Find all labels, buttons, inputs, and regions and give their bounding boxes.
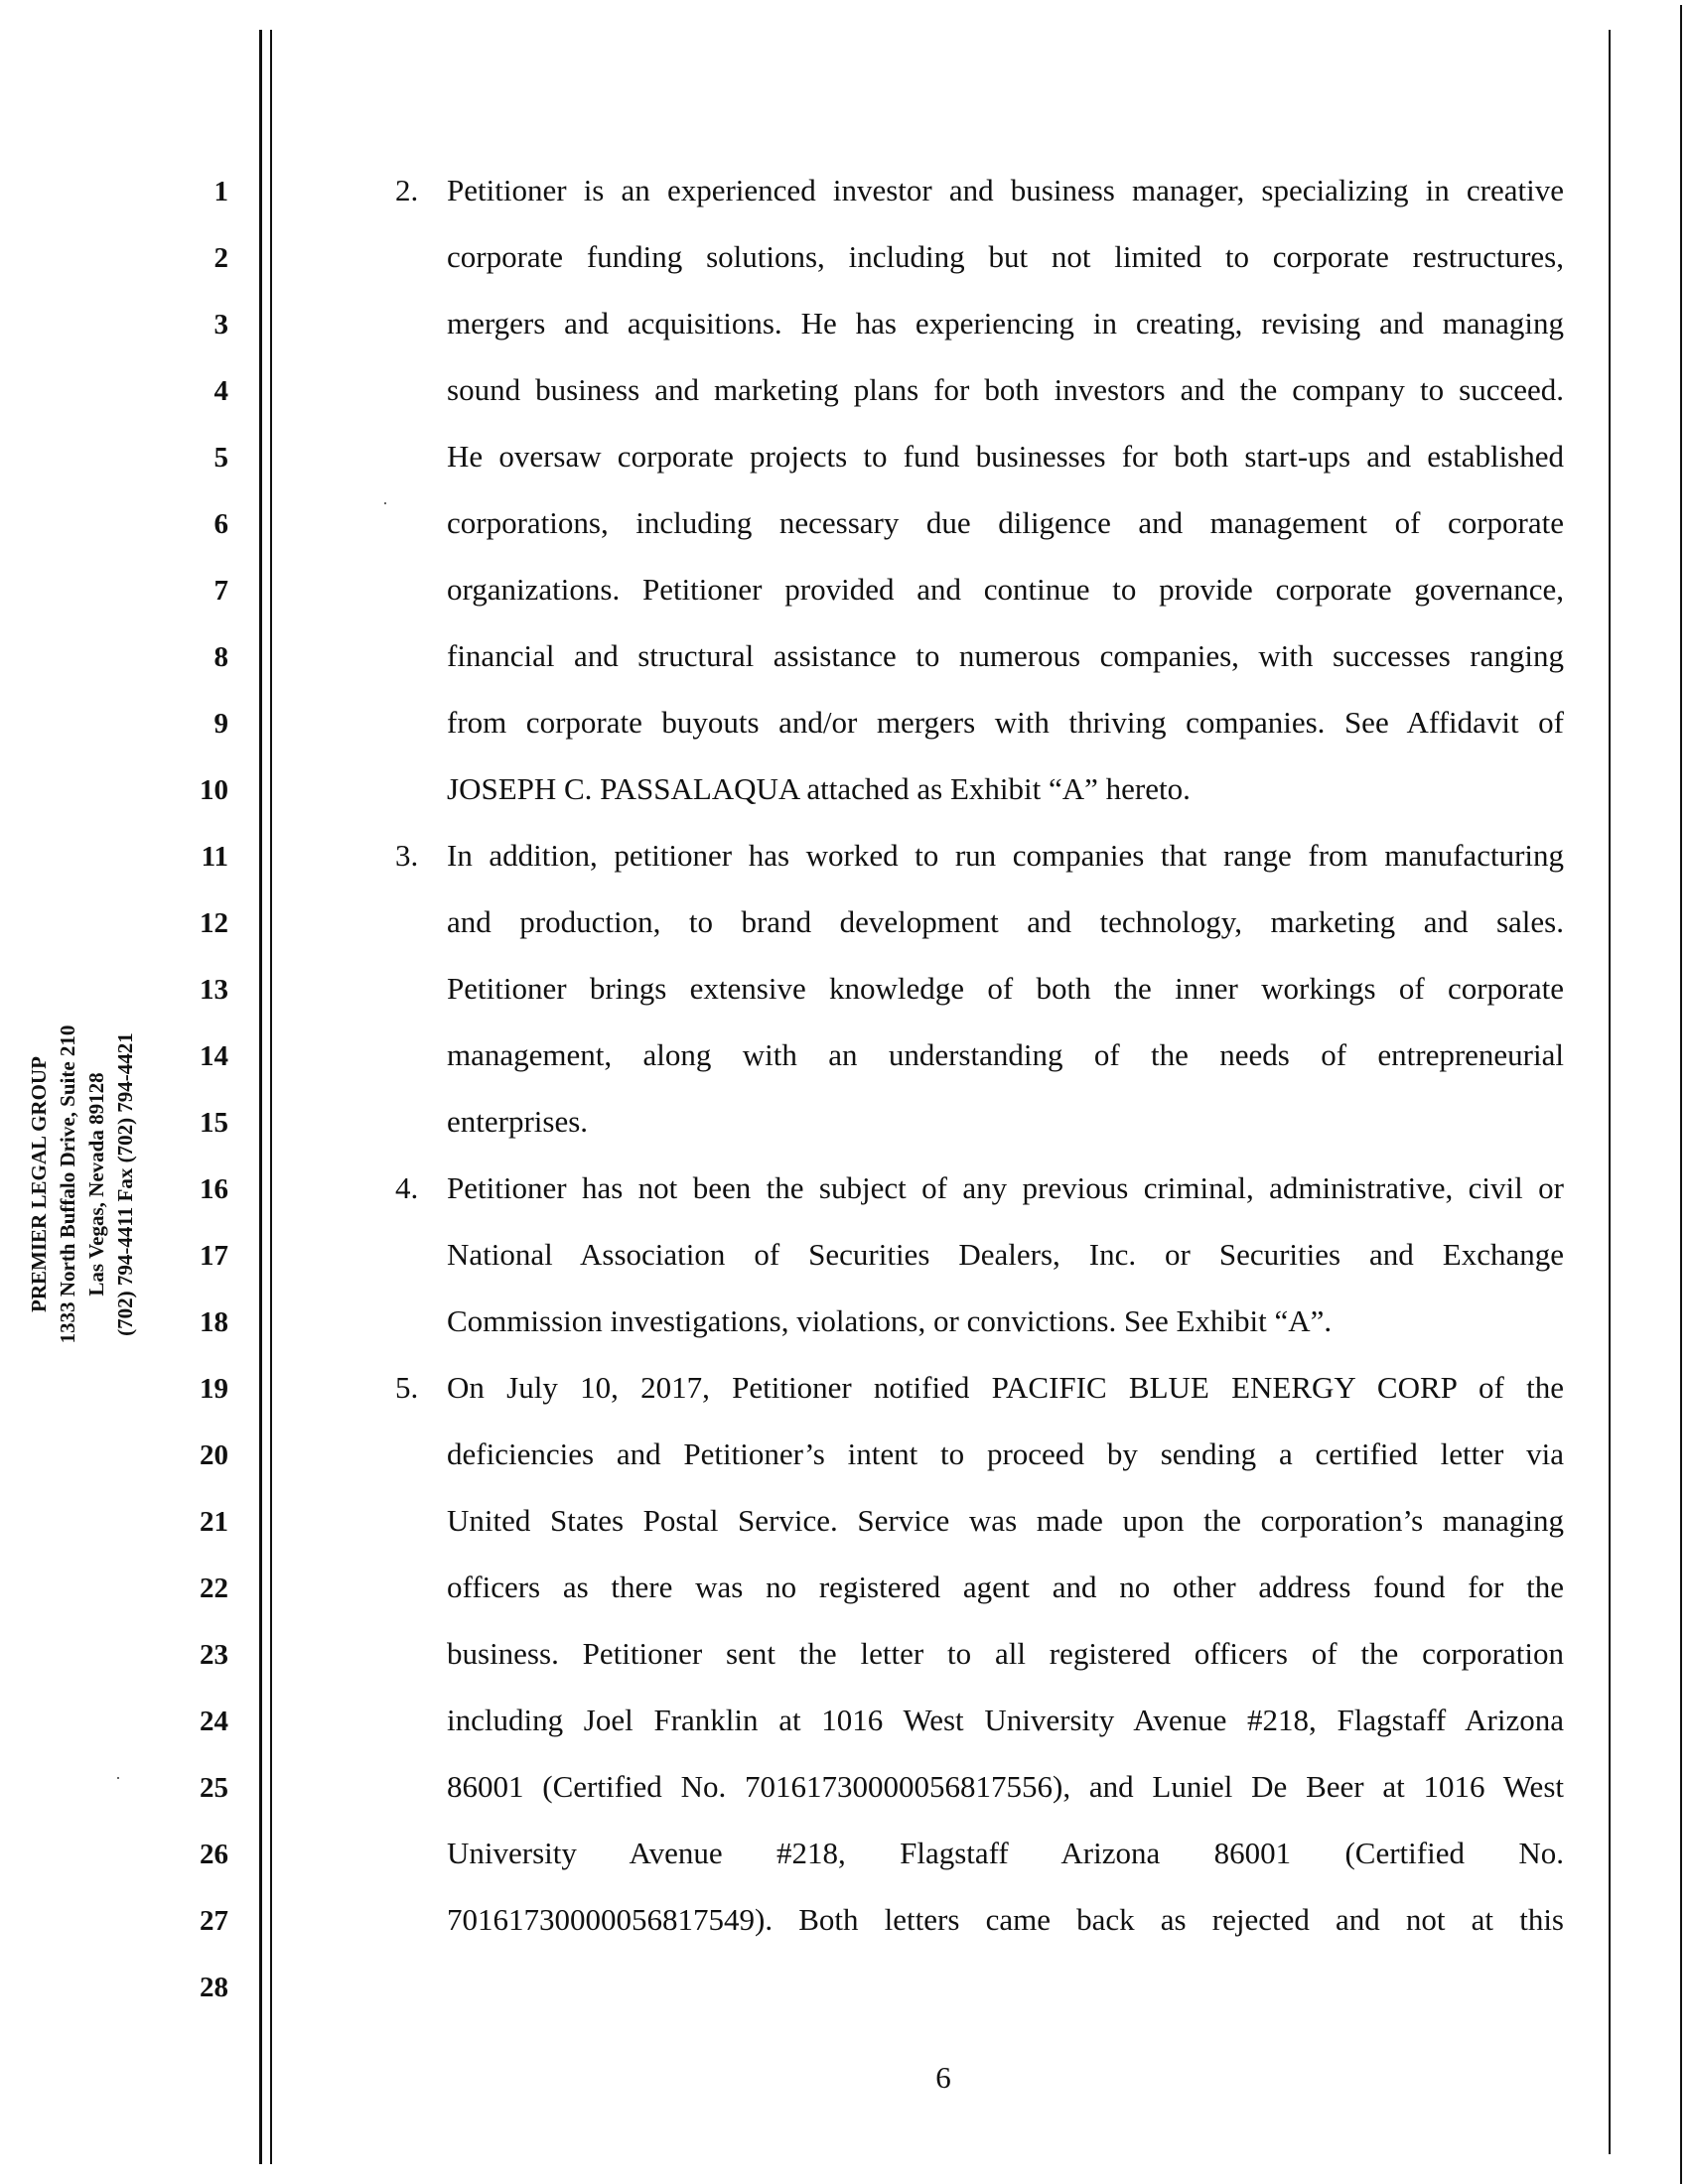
firm-address-line1: 1333 North Buffalo Drive, Suite 210 bbox=[56, 1024, 79, 1344]
text-line: officers as there was no registered agent and no other address found for the bbox=[447, 1570, 1564, 1604]
firm-name: PREMIER LEGAL GROUP bbox=[27, 1056, 51, 1312]
text-line: Petitioner has not been the subject of any previous criminal, administrative, civil or bbox=[447, 1170, 1564, 1205]
line-number: 5 bbox=[213, 442, 228, 474]
line-number: 19 bbox=[200, 1373, 228, 1405]
line-number: 2 bbox=[213, 242, 228, 274]
line-number: 14 bbox=[200, 1040, 228, 1072]
line-number: 21 bbox=[200, 1506, 228, 1538]
text-line: organizations. Petitioner provided and continue to provide corporate governance, bbox=[447, 572, 1564, 607]
text-line: Commission investigations, violations, or convictions. See Exhibit “A”. bbox=[447, 1303, 1333, 1338]
text-line: business. Petitioner sent the letter to all registered officers of the corporation bbox=[447, 1636, 1564, 1671]
text-line: corporate funding solutions, including but not limited to corporate restructures, bbox=[447, 239, 1564, 274]
line-number: 24 bbox=[200, 1706, 228, 1737]
text-line: Petitioner brings extensive knowledge of both the inner workings of corporate bbox=[447, 971, 1564, 1006]
line-number: 1 bbox=[213, 176, 228, 207]
line-number: 13 bbox=[200, 974, 228, 1006]
text-line: and production, to brand development and technology, marketing and sales. bbox=[447, 904, 1564, 939]
text-line: financial and structural assistance to numerous companies, with successes ranging bbox=[447, 638, 1564, 673]
text-line: corporations, including necessary due diligence and management of corporate bbox=[447, 505, 1564, 540]
text-line: United States Postal Service. Service was made upon the corporation’s managing bbox=[447, 1503, 1564, 1538]
page-number: 6 bbox=[935, 2060, 951, 2095]
text-line: 86001 (Certified No. 70161730000056817556), and Luniel De Beer at 1016 West bbox=[447, 1769, 1564, 1804]
left-margin-rule-outer bbox=[259, 30, 262, 2164]
text-line: management, along with an understanding of the needs of entrepreneurial bbox=[447, 1037, 1564, 1072]
line-number: 28 bbox=[200, 1972, 228, 2003]
scan-speck bbox=[117, 1777, 119, 1779]
text-line: JOSEPH C. PASSALAQUA attached as Exhibit “A” hereto. bbox=[447, 771, 1191, 806]
line-number: 10 bbox=[200, 774, 228, 806]
line-number: 25 bbox=[200, 1772, 228, 1804]
text-line: mergers and acquisitions. He has experiencing in creating, revising and managing bbox=[447, 306, 1564, 341]
line-number: 6 bbox=[213, 508, 228, 540]
line-number: 15 bbox=[200, 1107, 228, 1139]
paragraph-number: 4. bbox=[395, 1170, 419, 1205]
text-line: National Association of Securities Dealers, Inc. or Securities and Exchange bbox=[447, 1237, 1564, 1272]
text-line: University Avenue #218, Flagstaff Arizona 86001 (Certified No. bbox=[447, 1836, 1564, 1870]
left-margin-rule-inner bbox=[270, 30, 272, 2164]
line-number: 8 bbox=[213, 641, 228, 673]
text-line: including Joel Franklin at 1016 West University Avenue #218, Flagstaff Arizona bbox=[447, 1703, 1564, 1737]
paragraph-number: 2. bbox=[395, 173, 419, 207]
line-number: 7 bbox=[213, 575, 228, 607]
line-number: 11 bbox=[201, 841, 228, 873]
line-number: 20 bbox=[200, 1439, 228, 1471]
line-number: 27 bbox=[200, 1905, 228, 1937]
scan-speck bbox=[384, 502, 386, 504]
text-line: from corporate buyouts and/or mergers with thriving companies. See Affidavit of bbox=[447, 705, 1564, 740]
firm-address-line2: Las Vegas, Nevada 89128 bbox=[84, 1072, 108, 1297]
firm-sidebar bbox=[25, 956, 154, 1413]
text-line: He oversaw corporate projects to fund businesses for both start-ups and established bbox=[447, 439, 1564, 474]
line-number: 23 bbox=[200, 1639, 228, 1671]
line-number: 18 bbox=[200, 1306, 228, 1338]
text-line: On July 10, 2017, Petitioner notified PACIFIC BLUE ENERGY CORP of the bbox=[447, 1370, 1564, 1405]
line-number: 3 bbox=[213, 309, 228, 341]
line-number: 4 bbox=[213, 375, 228, 407]
line-number: 12 bbox=[200, 907, 228, 939]
line-number: 26 bbox=[200, 1839, 228, 1870]
line-number: 16 bbox=[200, 1173, 228, 1205]
line-number: 9 bbox=[213, 708, 228, 740]
text-line: sound business and marketing plans for both investors and the company to succeed. bbox=[447, 372, 1564, 407]
line-number: 22 bbox=[200, 1572, 228, 1604]
text-line: 70161730000056817549). Both letters came back as rejected and not at this bbox=[447, 1902, 1564, 1937]
text-line: In addition, petitioner has worked to run companies that range from manufacturing bbox=[447, 838, 1564, 873]
page-edge-rule bbox=[1680, 5, 1682, 2184]
text-line: Petitioner is an experienced investor and business manager, specializing in creative bbox=[447, 173, 1564, 207]
paragraph-number: 5. bbox=[395, 1370, 419, 1405]
text-line: deficiencies and Petitioner’s intent to proceed by sending a certified letter via bbox=[447, 1436, 1564, 1471]
paragraph-number: 3. bbox=[395, 838, 419, 873]
firm-phone-fax: (702) 794-4411 Fax (702) 794-4421 bbox=[113, 1032, 137, 1336]
line-number: 17 bbox=[200, 1240, 228, 1272]
text-line: enterprises. bbox=[447, 1104, 589, 1139]
right-margin-rule bbox=[1609, 30, 1611, 2154]
